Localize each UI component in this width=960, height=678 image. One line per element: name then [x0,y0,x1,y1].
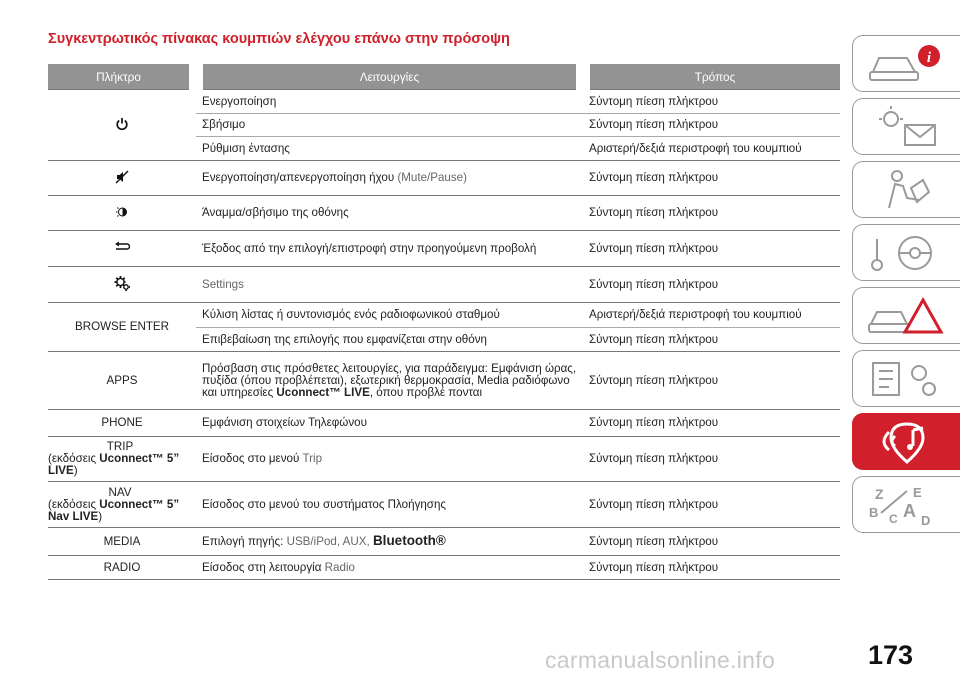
mute-key-cell [48,161,196,196]
trip-key-cell [48,437,196,482]
radio-function-text: Είσοδος στη λειτουργία [202,560,325,574]
mode-cell: Σύντομη πίεση πλήκτρου [583,231,840,267]
table-row [48,437,840,482]
table-row [48,410,840,437]
header-key: Πλήκτρο [48,64,196,90]
phone-key-cell: PHONE [48,410,196,437]
function-cell: Άναμμα/σβήσιμο της οθόνης [196,196,583,231]
mode-cell: Σύντομη πίεση πλήκτρου [583,90,840,114]
car-info-tab-icon [867,42,947,86]
settings-key-cell [48,267,196,303]
radio-key-cell: RADIO [48,556,196,580]
tab-warning-lights[interactable] [852,98,960,155]
function-cell: Ενεργοποίηση [196,90,583,114]
trip-key-pre: (εκδόσεις [48,452,100,465]
trip-function-extra: Trip [302,452,323,465]
svg-text:E: E [913,485,922,500]
tab-maintenance[interactable] [852,350,960,407]
mode-cell: Σύντομη πίεση πλήκτρου [583,196,840,231]
function-cell: Έξοδος από την επιλογή/επιστροφή στην προηγούμενη προβολή [196,231,583,267]
tab-index[interactable] [852,476,960,533]
nav-key-cell [48,482,196,528]
power-icon [115,117,129,131]
power-key-cell [48,90,196,161]
function-cell: Κύλιση λίστας ή συντονισμός ενός ραδιοφωνικού σταθμού [196,303,583,328]
media-key-cell: MEDIA [48,528,196,556]
apps-function-text: Πρόσβαση στις πρόσθετες λειτουργίες, για παράδειγμα: Εμφάνιση ώρας, πυξίδα (όπου προβλέπεται), εξωτερική θερμοκρασία, Media ραδιόφωνο και υπηρεσίες [202,361,577,399]
table-row [48,528,840,556]
table-row [48,482,840,528]
multimedia-tab-icon [867,420,947,464]
mode-cell: Αριστερή/δεξιά περιστροφή του κουμπιού [583,303,840,328]
mode-cell: Σύντομη πίεση πλήκτρου [583,328,840,352]
function-cell [196,437,583,482]
page-title: Συγκεντρωτικός πίνακας κουμπιών ελέγχου επάνω στην πρόσοψη [48,31,510,47]
mode-cell: Σύντομη πίεση πλήκτρου [583,482,840,528]
apps-function-bold: Uconnect™ LIVE [276,385,370,399]
mute-function-text: Ενεργοποίηση/απενεργοποίηση ήχου [202,171,395,184]
tab-multimedia[interactable] [852,413,960,470]
svg-text:D: D [921,513,931,527]
svg-text:Z: Z [875,486,884,502]
function-cell: Settings [196,267,583,303]
mute-icon [115,170,129,184]
mute-function-extra: (Mute/Pause) [394,171,467,184]
nav-key-post: ) [98,509,103,523]
function-cell [196,556,583,580]
apps-function-tail: , όπου προβλέ πονται [369,385,483,399]
svg-text:i: i [926,50,932,66]
settings-gear-icon [113,274,131,292]
back-key-cell [48,231,196,267]
radio-function-extra: Radio [324,560,355,574]
media-function-text: Επιλογή πηγής: [202,535,287,548]
function-cell [196,528,583,556]
display-key-cell [48,196,196,231]
mode-cell: Σύντομη πίεση πλήκτρου [583,267,840,303]
mode-cell: Σύντομη πίεση πλήκτρου [583,161,840,196]
mode-cell: Σύντομη πίεση πλήκτρου [583,114,840,137]
function-cell: Σβήσιμο [196,114,583,137]
function-cell: Είσοδος στο μενού του συστήματος Πλοήγησης [196,482,583,528]
watermark: carmanualsonline.info [545,647,776,673]
display-icon [115,205,129,219]
svg-text:A: A [903,501,916,521]
tab-emergency[interactable] [852,287,960,344]
nav-key-bold: Uconnect™ 5” Nav LIVE [48,497,180,523]
svg-text:B: B [869,505,879,520]
table-row [48,231,840,267]
trip-key-label: TRIP [106,440,134,453]
trip-key-bold: Uconnect™ 5” LIVE [48,452,180,477]
function-cell: Επιβεβαίωση της επιλογής που εμφανίζεται στην οθόνη [196,328,583,352]
tab-safety[interactable] [852,161,960,218]
table-row [48,352,840,410]
nav-key-pre: (εκδόσεις [48,497,100,511]
media-function-bluetooth: Bluetooth® [372,533,446,548]
header-functions: Λειτουργίες [196,64,583,90]
table-row [48,303,840,328]
mode-cell: Σύντομη πίεση πλήκτρου [583,437,840,482]
page-number: 173 [868,640,914,670]
function-cell: Εμφάνιση στοιχείων Τηλεφώνου [196,410,583,437]
function-cell: Ρύθμιση έντασης [196,137,583,161]
table-row [48,161,840,196]
apps-key-cell: APPS [48,352,196,410]
tab-starting-driving[interactable] [852,224,960,281]
starting-driving-tab-icon [867,231,947,275]
trip-key-post: ) [73,464,78,477]
browse-key-cell: BROWSE ENTER [48,303,196,352]
mode-cell: Σύντομη πίεση πλήκτρου [583,528,840,556]
warning-lights-tab-icon [867,105,947,149]
mode-cell: Σύντομη πίεση πλήκτρου [583,352,840,410]
nav-key-label: NAV [108,485,132,499]
function-cell [196,161,583,196]
back-arrow-icon [114,241,130,253]
table-header [48,64,840,90]
media-function-extra: USB/iPod, AUX, [286,535,373,548]
chapter-sidebar [852,35,960,539]
mode-cell: Αριστερή/δεξιά περιστροφή του κουμπιού [583,137,840,161]
header-mode: Τρόπος [583,64,840,90]
function-cell [196,352,583,410]
emergency-tab-icon [867,294,947,338]
controls-table [48,64,840,580]
svg-text:C: C [889,512,898,526]
table-row [48,267,840,303]
table-row [48,556,840,580]
table-row [48,90,840,114]
tab-car-info[interactable] [852,35,960,92]
mode-cell: Σύντομη πίεση πλήκτρου [583,556,840,580]
maintenance-tab-icon [867,357,947,401]
mode-cell: Σύντομη πίεση πλήκτρου [583,410,840,437]
trip-function-text: Είσοδος στο μενού [202,452,303,465]
safety-tab-icon [867,168,947,212]
index-tab-icon [867,483,947,527]
table-row [48,196,840,231]
